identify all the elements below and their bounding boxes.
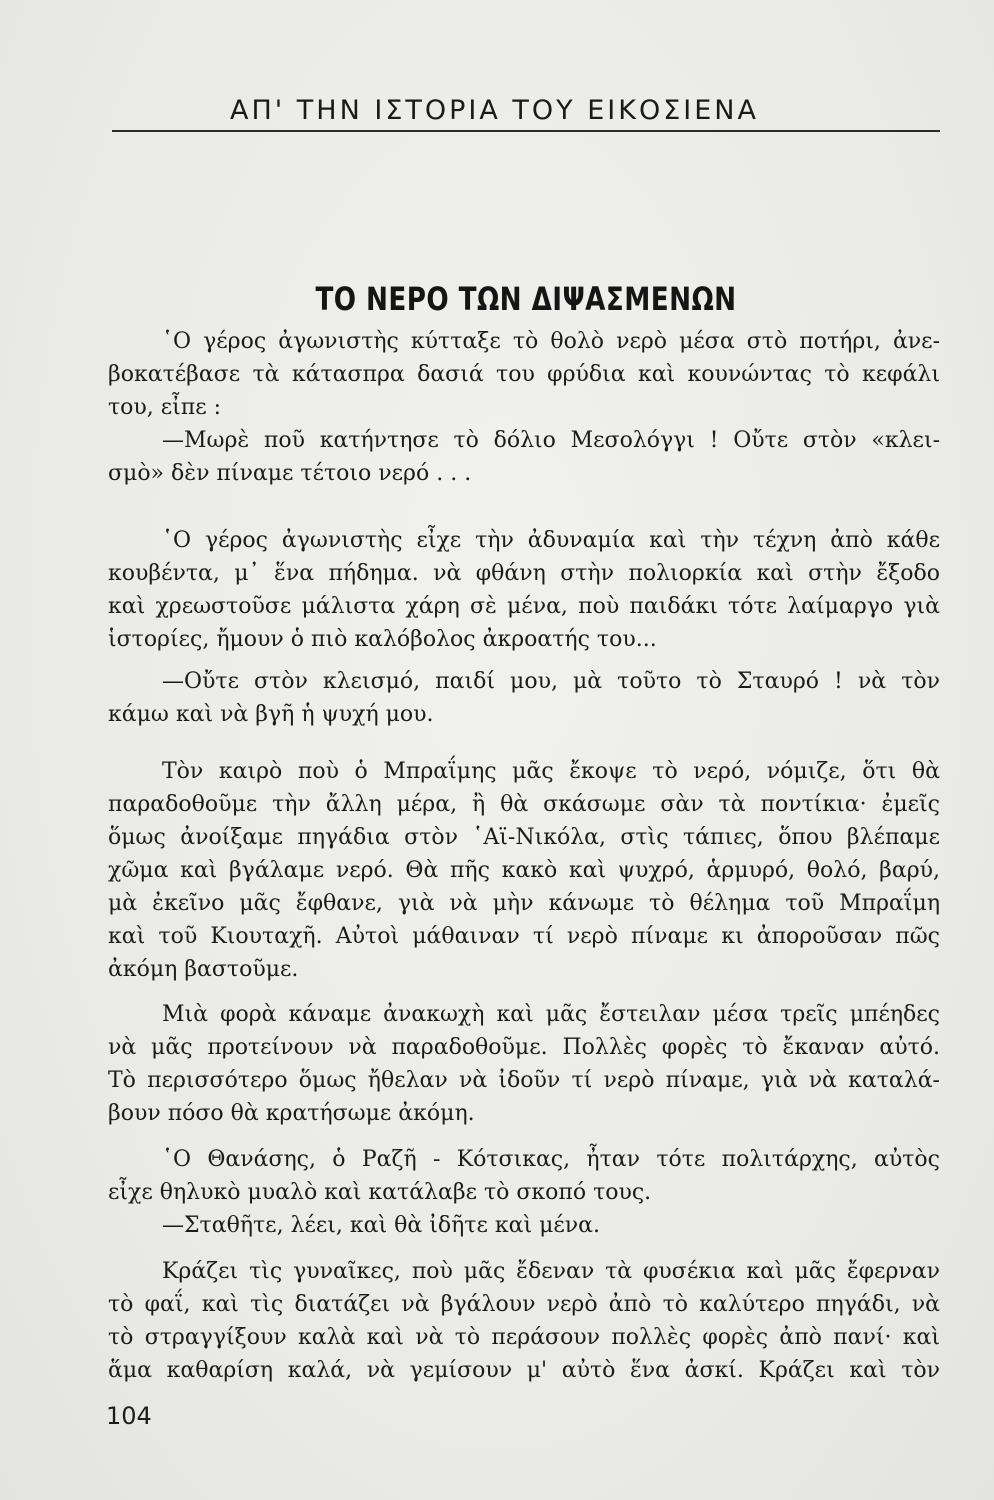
text-line: νὰ μᾶς προτείνουν νὰ παραδοθοῦμε. Πολλὲς φορὲς τὸ ἔκαναν αὐτό. (108, 1035, 940, 1060)
running-head: ΑΠ' ΤΗΝ ΙΣΤΟΡΙΑ ΤΟΥ ΕΙΚΟΣΙΕΝΑ (230, 95, 759, 126)
text-line: μὰ ἐκεῖνο μᾶς ἔφθανε, γιὰ νὰ μὴν κάνωμε τὸ θέλημα τοῦ Μπραΐμη (108, 891, 940, 916)
text-line: —Σταθῆτε, λέει, καὶ θὰ ἰδῆτε καὶ μένα. (162, 1213, 600, 1238)
text-line: κουβέντα, μ᾿ ἕνα πήδημα. νὰ φθάνη στὴν πολιορκία καὶ στὴν ἔξοδο (108, 561, 940, 586)
text-line: σμὸ» δὲν πίναμε τέτοιο νερό . . . (108, 461, 472, 486)
text-line: Τὸ περισσότερο ὅμως ἤθελαν νὰ ἰδοῦν τί νερὸ πίναμε, γιὰ νὰ καταλά- (108, 1068, 940, 1093)
text-line: ἱστορίες, ἤμουν ὁ πιὸ καλόβολος ἀκροατής του... (108, 627, 657, 652)
text-line: καὶ χρεωστοῦσε μάλιστα χάρη σὲ μένα, ποὺ παιδάκι τότε λαίμαργο γιὰ (108, 594, 940, 619)
text-line: κάμω καὶ νὰ βγῆ ἡ ψυχή μου. (108, 702, 434, 727)
text-line: καὶ τοῦ Κιουταχῆ. Αὐτοὶ μάθαιναν τί νερὸ πίναμε κι ἀποροῦσαν πῶς (108, 924, 940, 949)
text-line: του, εἶπε : (108, 395, 222, 420)
text-line: —Μωρὲ ποῦ κατήντησε τὸ δόλιο Μεσολόγγι ! Οὔτε στὸν «κλει- (162, 428, 940, 453)
text-line: παραδοθοῦμε τὴν ἄλλη μέρα, ἢ θὰ σκάσωμε σὰν τὰ ποντίκια· ἐμεῖς (108, 792, 940, 817)
text-line: ῾Ο Θανάσης, ὁ Ραζῆ - Κότσικας, ἦταν τότε πολιτάρχης, αὐτὸς (162, 1147, 940, 1172)
text-line: ῾Ο γέρος ἀγωνιστὴς εἶχε τὴν ἀδυναμία καὶ τὴν τέχνη ἀπὸ κάθε (162, 528, 940, 553)
text-line: ἀκόμη βαστοῦμε. (108, 957, 299, 982)
header-rule (112, 130, 940, 132)
chapter-title: ΤΟ ΝΕΡΟ ΤΩΝ ΔΙΨΑΣΜΕΝΩΝ (315, 280, 737, 318)
text-line: ὅμως ἀνοίξαμε πηγάδια στὸν ῾Αϊ-Νικόλα, στὶς τάπιες, ὅπου βλέπαμε (108, 825, 940, 850)
text-line: —Οὔτε στὸν κλεισμό, παιδί μου, μὰ τοῦτο τὸ Σταυρό ! νὰ τὸν (162, 669, 940, 694)
text-line: τὸ στραγγίξουν καλὰ καὶ νὰ τὸ περάσουν πολλὲς φορὲς ἀπὸ πανί· καὶ (108, 1325, 940, 1350)
text-line: Τὸν καιρὸ ποὺ ὁ Μπραΐμης μᾶς ἔκοψε τὸ νερό, νόμιζε, ὅτι θὰ (162, 759, 940, 784)
text-line: ῾Ο γέρος ἀγωνιστὴς κύτταξε τὸ θολὸ νερὸ μέσα στὸ ποτήρι, ἀνε- (162, 329, 940, 354)
text-line: εἶχε θηλυκὸ μυαλὸ καὶ κατάλαβε τὸ σκοπό τους. (108, 1180, 652, 1205)
text-line: χῶμα καὶ βγάλαμε νερό. Θὰ πῆς κακὸ καὶ ψυχρό, ἁρμυρό, θολό, βαρύ, (108, 858, 940, 883)
text-line: βοκατέβασε τὰ κάτασπρα δασιά του φρύδια καὶ κουνώντας τὸ κεφάλι (108, 362, 940, 387)
text-line: βουν πόσο θὰ κρατήσωμε ἀκόμη. (108, 1101, 475, 1126)
page-number: 104 (106, 1402, 152, 1430)
text-line: τὸ φαΐ, καὶ τὶς διατάζει νὰ βγάλουν νερὸ ἀπὸ τὸ καλύτερο πηγάδι, νὰ (108, 1292, 940, 1317)
text-line: Μιὰ φορὰ κάναμε ἀνακωχὴ καὶ μᾶς ἔστειλαν μέσα τρεῖς μπέηδες (162, 1002, 940, 1027)
text-line: Κράζει τὶς γυναῖκες, ποὺ μᾶς ἔδεναν τὰ φυσέκια καὶ μᾶς ἔφερναν (162, 1259, 940, 1284)
text-line: ἅμα καθαρίση καλά, νὰ γεμίσουν μ' αὐτὸ ἕνα ἀσκί. Κράζει καὶ τὸν (108, 1358, 940, 1383)
